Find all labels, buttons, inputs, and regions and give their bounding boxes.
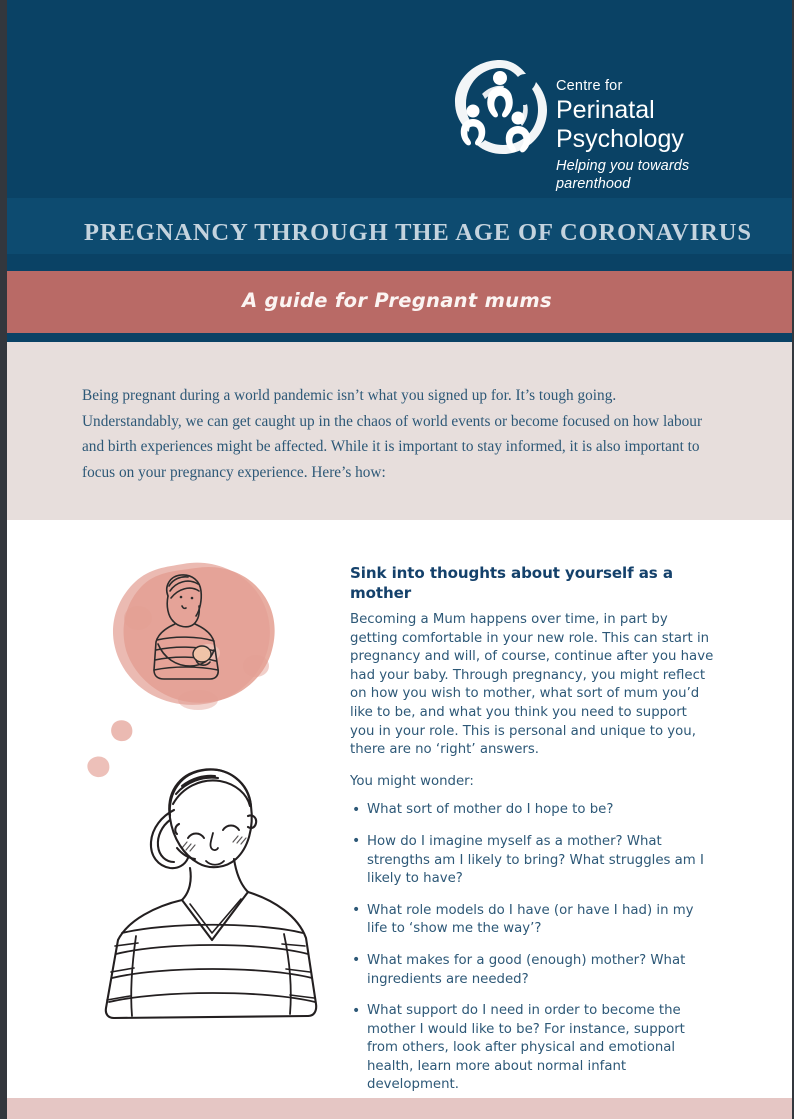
navy-divider-rule	[0, 333, 794, 342]
intro-paragraph: Being pregnant during a world pandemic isn’t what you signed up for. It’s tough going. Understandably, we can get caught up in the chaos of world events or become focused on how labour and birth experiences might be affected. While it is important to stay informed, it is also important to focus on your pregnancy experience. Here’s how:	[82, 387, 703, 481]
logo-line-two: Perinatal Psychology	[556, 96, 684, 153]
thought-trail-dots	[87, 720, 132, 777]
thought-bubble-blob	[113, 563, 275, 710]
section-heading: Sink into thoughts about yourself as a mother	[350, 564, 673, 602]
footer-band	[0, 1098, 794, 1119]
document-subtitle: A guide for Pregnant mums	[242, 289, 552, 312]
list-item: • What role models do I have (or have I had) in my life to ‘show me the way’?	[350, 902, 715, 939]
list-item: • What sort of mother do I hope to be?	[350, 801, 715, 820]
bullet-list-lead-in: You might wonder:	[350, 773, 474, 789]
reflection-questions-list	[350, 801, 715, 1095]
brand-logo	[448, 56, 748, 192]
logo-tagline: Helping you towards parenthood	[556, 158, 690, 192]
article-text-column	[350, 563, 715, 1108]
logo-text-block	[556, 78, 756, 193]
list-item: • What makes for a good (enough) mother? What ingredients are needed?	[350, 952, 715, 989]
three-figures-circle-logo-icon	[448, 56, 552, 160]
list-item: • What support do I need in order to become the mother I would like to be? For instance, support from others, look after physical and emotional health, learn more about normal infant development.	[350, 1002, 715, 1095]
section-paragraph: Becoming a Mum happens over time, in part by getting comfortable in your new role. This can start in pregnancy and will, of course, continue after you have had your baby. Through pregnancy, you might reflect on how you wish to mother, what sort of mum you’d like to be, and what you think you need to support you in your role. This is personal and unique to you, there are no ‘right’ answers.	[350, 612, 714, 758]
page-left-edge-strip	[0, 0, 7, 1119]
list-item: • How do I imagine myself as a mother? What strengths am I likely to bring? What struggles am I likely to have?	[350, 833, 715, 889]
logo-line-one: Centre for	[556, 78, 623, 94]
woman-with-thought-bubble-illustration	[78, 548, 328, 1048]
page-title: PREGNANCY THROUGH THE AGE OF CORONAVIRUS	[84, 219, 752, 246]
woman-line-drawing	[106, 769, 316, 1018]
